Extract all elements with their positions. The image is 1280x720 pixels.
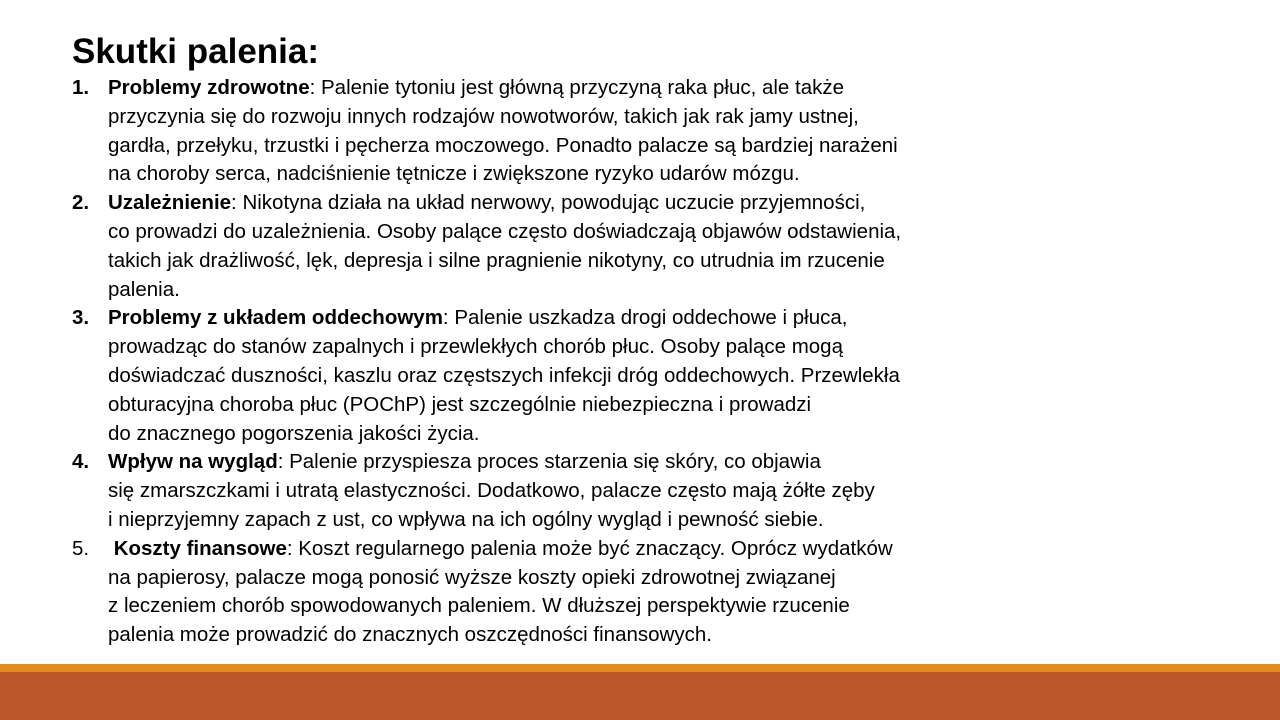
item-line: do znacznego pogorszenia jakości życia. <box>108 421 480 445</box>
list-item <box>72 535 1072 650</box>
item-number: 3. <box>72 306 90 330</box>
item-first-line <box>108 189 1072 218</box>
item-text: : Nikotyna działa na układ nerwowy, powodując uczucie przyjemności, <box>231 191 866 215</box>
item-number: 1. <box>72 76 90 99</box>
item-term: Koszty finansowe <box>113 536 287 560</box>
item-number: 2. <box>72 191 90 215</box>
item-term: Uzależnienie <box>108 191 232 215</box>
list-item <box>72 74 1072 189</box>
item-text: : Palenie uszkadza drogi oddechowe i płuca, <box>442 306 848 330</box>
item-number: 4. <box>72 450 90 474</box>
item-first-line <box>108 304 1072 333</box>
item-line: na papierosy, palacze mogą ponosić wyższe koszty opieki zdrowotnej związanej <box>108 565 836 589</box>
item-line: i nieprzyjemny zapach z ust, co wpływa na ich ogólny wygląd i pewność siebie. <box>108 507 824 531</box>
item-first-line <box>108 535 1072 564</box>
item-line: takich jak drażliwość, lęk, depresja i silne pragnienie nikotyny, co utrudnia im rzucenie <box>108 248 885 272</box>
footer-band <box>0 672 1280 720</box>
list-item <box>72 189 1072 304</box>
item-line: gardła, przełyku, trzustki i pęcherza moczowego. Ponadto palacze są bardziej narażeni <box>108 133 898 157</box>
item-line: obturacyjna choroba płuc (POChP) jest szczególnie niebezpieczna i prowadzi <box>108 392 812 416</box>
item-first-line <box>108 74 1072 103</box>
item-line: się zmarszczkami i utratą elastyczności. Dodatkowo, palacze często mają żółte zęby <box>108 479 875 503</box>
item-line: doświadczać duszności, kaszlu oraz częstszych infekcji dróg oddechowych. Przewlekła <box>108 363 900 387</box>
item-line: prowadząc do stanów zapalnych i przewlekłych chorób płuc. Osoby palące mogą <box>108 335 843 359</box>
effects-list <box>72 74 1072 650</box>
item-term: Problemy z układem oddechowym <box>108 306 443 330</box>
item-line: na choroby serca, nadciśnienie tętnicze i zwiększone ryzyko udarów mózgu. <box>108 162 800 186</box>
item-line: z leczeniem chorób spowodowanych paleniem. W dłuższej perspektywie rzucenie <box>108 594 850 618</box>
item-line: palenia. <box>108 277 180 301</box>
slide-title: Skutki palenia: <box>72 32 320 71</box>
item-number: 5. <box>72 536 90 560</box>
item-line: co prowadzi do uzależnienia. Osoby palące często doświadczają objawów odstawienia, <box>108 219 902 243</box>
item-term: Problemy zdrowotne <box>108 76 310 99</box>
item-text: : Palenie przyspiesza proces starzenia się skóry, co objawia <box>277 450 821 474</box>
item-term: Wpływ na wygląd <box>108 450 278 474</box>
list-item <box>72 304 1072 448</box>
item-text: : Koszt regularnego palenia może być znaczący. Oprócz wydatków <box>286 536 893 560</box>
item-text: : Palenie tytoniu jest główną przyczyną raka płuc, ale także <box>309 76 845 99</box>
accent-line <box>0 664 1280 672</box>
list-item <box>72 448 1072 534</box>
item-line: palenia może prowadzić do znacznych oszczędności finansowych. <box>108 623 712 647</box>
item-line: przyczynia się do rozwoju innych rodzajów nowotworów, takich jak rak jamy ustnej, <box>108 104 859 128</box>
item-first-line <box>108 448 1072 477</box>
